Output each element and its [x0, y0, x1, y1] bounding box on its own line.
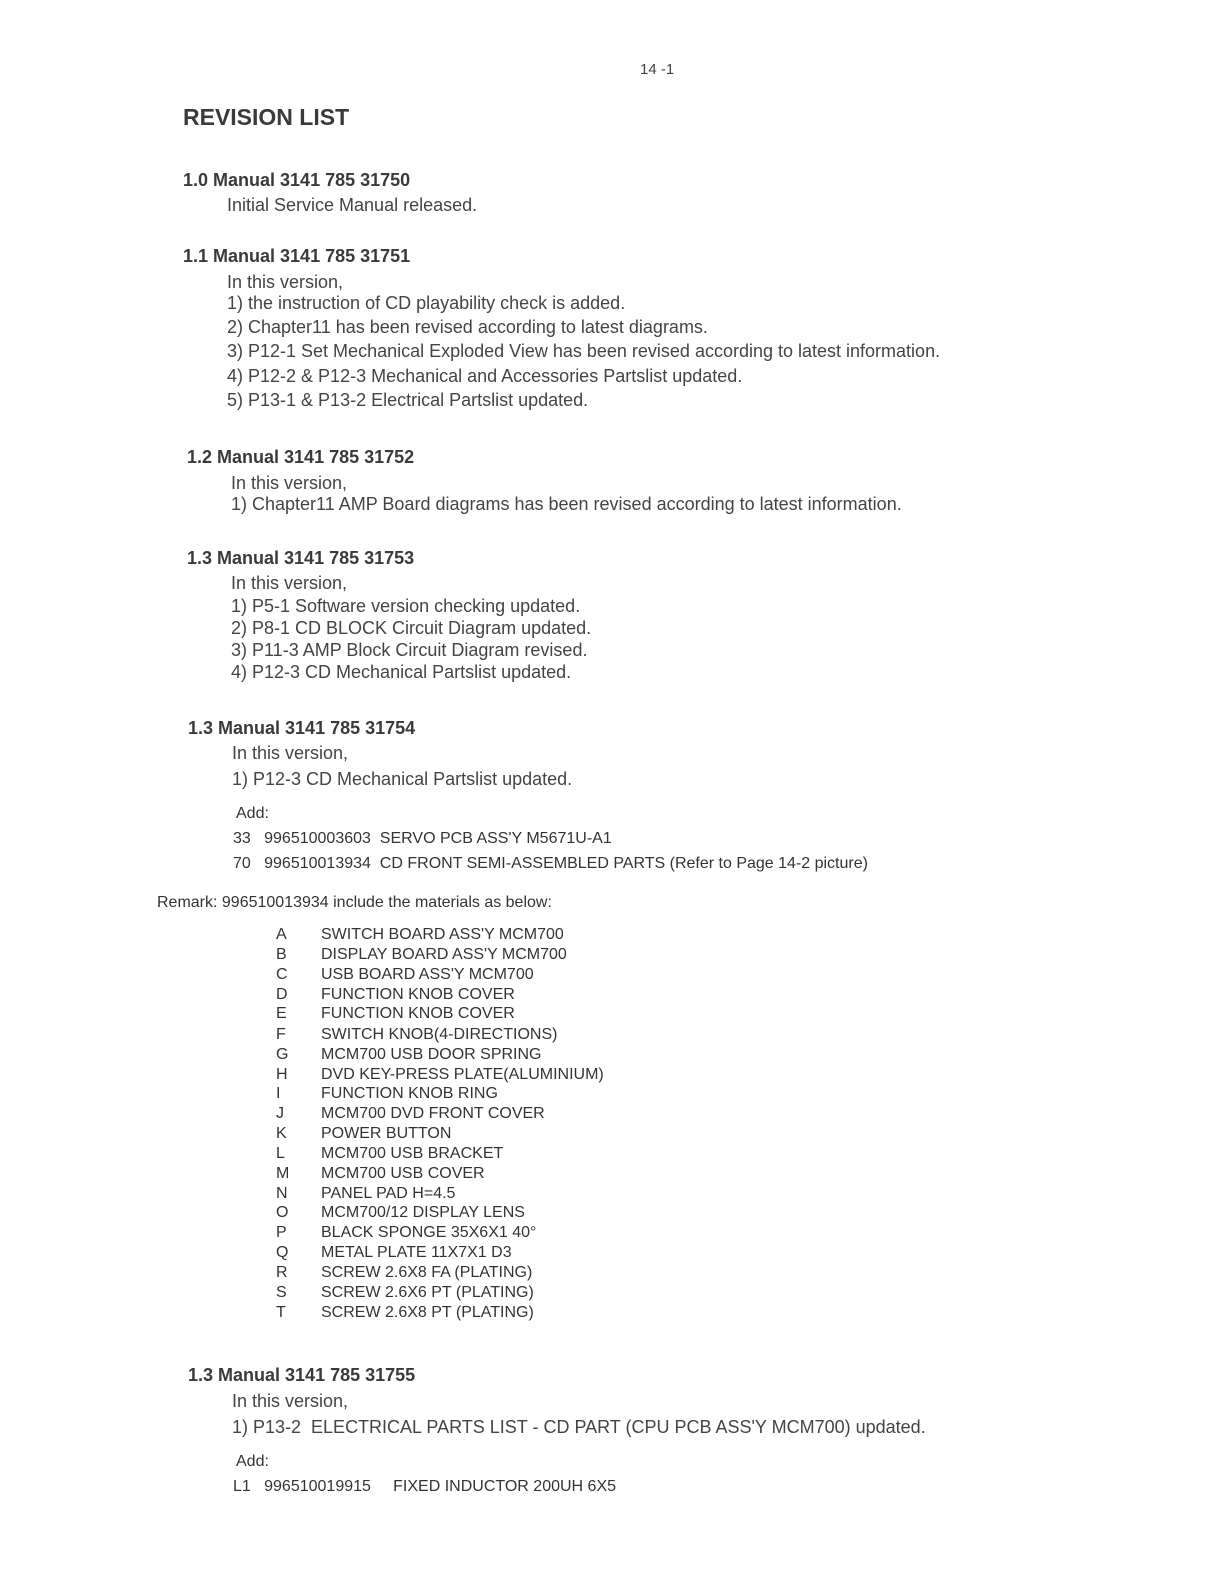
section-heading: 1.3 Manual 3141 785 31755	[188, 1365, 416, 1385]
material-letter: P	[276, 1224, 287, 1241]
material-letter: B	[276, 946, 287, 963]
material-letter: N	[276, 1185, 288, 1202]
material-desc: MCM700 DVD FRONT COVER	[321, 1105, 545, 1122]
page-title: REVISION LIST	[183, 104, 350, 130]
material-desc: DISPLAY BOARD ASS'Y MCM700	[321, 946, 567, 963]
material-letter: D	[276, 986, 288, 1003]
material-desc: BLACK SPONGE 35X6X1 40°	[321, 1224, 537, 1241]
material-desc: PANEL PAD H=4.5	[321, 1185, 456, 1202]
add-item: 70 996510013934 CD FRONT SEMI-ASSEMBLED PARTS (Refer to Page 14-2 picture)	[233, 855, 868, 872]
material-desc: MCM700 USB DOOR SPRING	[321, 1046, 542, 1063]
section-line: 1) P12-3 CD Mechanical Partslist updated.	[232, 769, 573, 789]
material-letter: K	[276, 1125, 287, 1142]
section-heading: 1.1 Manual 3141 785 31751	[183, 246, 411, 266]
section-line: 5) P13-1 & P13-2 Electrical Partslist updated.	[227, 390, 589, 410]
material-letter: A	[276, 926, 287, 943]
material-desc: SWITCH BOARD ASS'Y MCM700	[321, 926, 564, 943]
remark: Remark: 996510013934 include the materials as below:	[157, 894, 552, 911]
material-letter: S	[276, 1284, 287, 1301]
section-line: In this version,	[227, 272, 344, 292]
material-letter: C	[276, 966, 288, 983]
section-line: 4) P12-3 CD Mechanical Partslist updated.	[231, 662, 572, 682]
material-letter: T	[276, 1304, 286, 1321]
material-desc: SCREW 2.6X8 PT (PLATING)	[321, 1304, 534, 1321]
page-number: 14 -1	[640, 61, 675, 78]
material-letter: L	[276, 1145, 285, 1162]
material-letter: E	[276, 1005, 287, 1022]
material-desc: USB BOARD ASS'Y MCM700	[321, 966, 534, 983]
section-line: 2) P8-1 CD BLOCK Circuit Diagram updated.	[231, 618, 592, 638]
material-desc: POWER BUTTON	[321, 1125, 452, 1142]
section-heading: 1.0 Manual 3141 785 31750	[183, 170, 411, 190]
section-line: 1) Chapter11 AMP Board diagrams has been revised according to latest information.	[231, 494, 902, 514]
section-line: In this version,	[232, 1391, 349, 1411]
material-letter: R	[276, 1264, 288, 1281]
add-label: Add:	[236, 1453, 269, 1470]
material-letter: H	[276, 1066, 288, 1083]
add-label: Add:	[236, 805, 269, 822]
section-line: 3) P12-1 Set Mechanical Exploded View has been revised according to latest information.	[227, 341, 941, 361]
material-letter: Q	[276, 1244, 289, 1261]
material-desc: SCREW 2.6X6 PT (PLATING)	[321, 1284, 534, 1301]
section-line: 1) P5-1 Software version checking updated.	[231, 596, 581, 616]
material-desc: SWITCH KNOB(4-DIRECTIONS)	[321, 1026, 558, 1043]
section-line: 2) Chapter11 has been revised according to latest diagrams.	[227, 317, 708, 337]
section-heading: 1.3 Manual 3141 785 31754	[188, 718, 416, 738]
section-line: 1) the instruction of CD playability check is added.	[227, 293, 626, 313]
material-desc: METAL PLATE 11X7X1 D3	[321, 1244, 512, 1261]
section-line: In this version,	[231, 573, 348, 593]
section-line: In this version,	[231, 473, 348, 493]
material-desc: MCM700 USB BRACKET	[321, 1145, 504, 1162]
add-item: L1 996510019915 FIXED INDUCTOR 200UH 6X5	[233, 1478, 617, 1495]
material-letter: I	[276, 1085, 281, 1102]
material-letter: O	[276, 1204, 289, 1221]
material-desc: MCM700 USB COVER	[321, 1165, 485, 1182]
section-line: Initial Service Manual released.	[227, 195, 478, 215]
section-line: 1) P13-2 ELECTRICAL PARTS LIST - CD PART (CPU PCB ASS'Y MCM700) updated.	[232, 1417, 926, 1437]
material-desc: SCREW 2.6X8 FA (PLATING)	[321, 1264, 533, 1281]
material-letter: M	[276, 1165, 290, 1182]
section-line: 4) P12-2 & P12-3 Mechanical and Accessories Partslist updated.	[227, 366, 743, 386]
material-letter: J	[276, 1105, 284, 1122]
material-letter: G	[276, 1046, 289, 1063]
material-desc: DVD KEY-PRESS PLATE(ALUMINIUM)	[321, 1066, 604, 1083]
add-item: 33 996510003603 SERVO PCB ASS'Y M5671U-A1	[233, 830, 612, 847]
material-desc: FUNCTION KNOB RING	[321, 1085, 498, 1102]
material-letter: F	[276, 1026, 286, 1043]
material-desc: FUNCTION KNOB COVER	[321, 986, 515, 1003]
section-line: In this version,	[232, 743, 349, 763]
section-heading: 1.2 Manual 3141 785 31752	[187, 447, 415, 467]
section-line: 3) P11-3 AMP Block Circuit Diagram revised.	[231, 640, 588, 660]
section-heading: 1.3 Manual 3141 785 31753	[187, 548, 415, 568]
material-desc: MCM700/12 DISPLAY LENS	[321, 1204, 525, 1221]
material-desc: FUNCTION KNOB COVER	[321, 1005, 515, 1022]
